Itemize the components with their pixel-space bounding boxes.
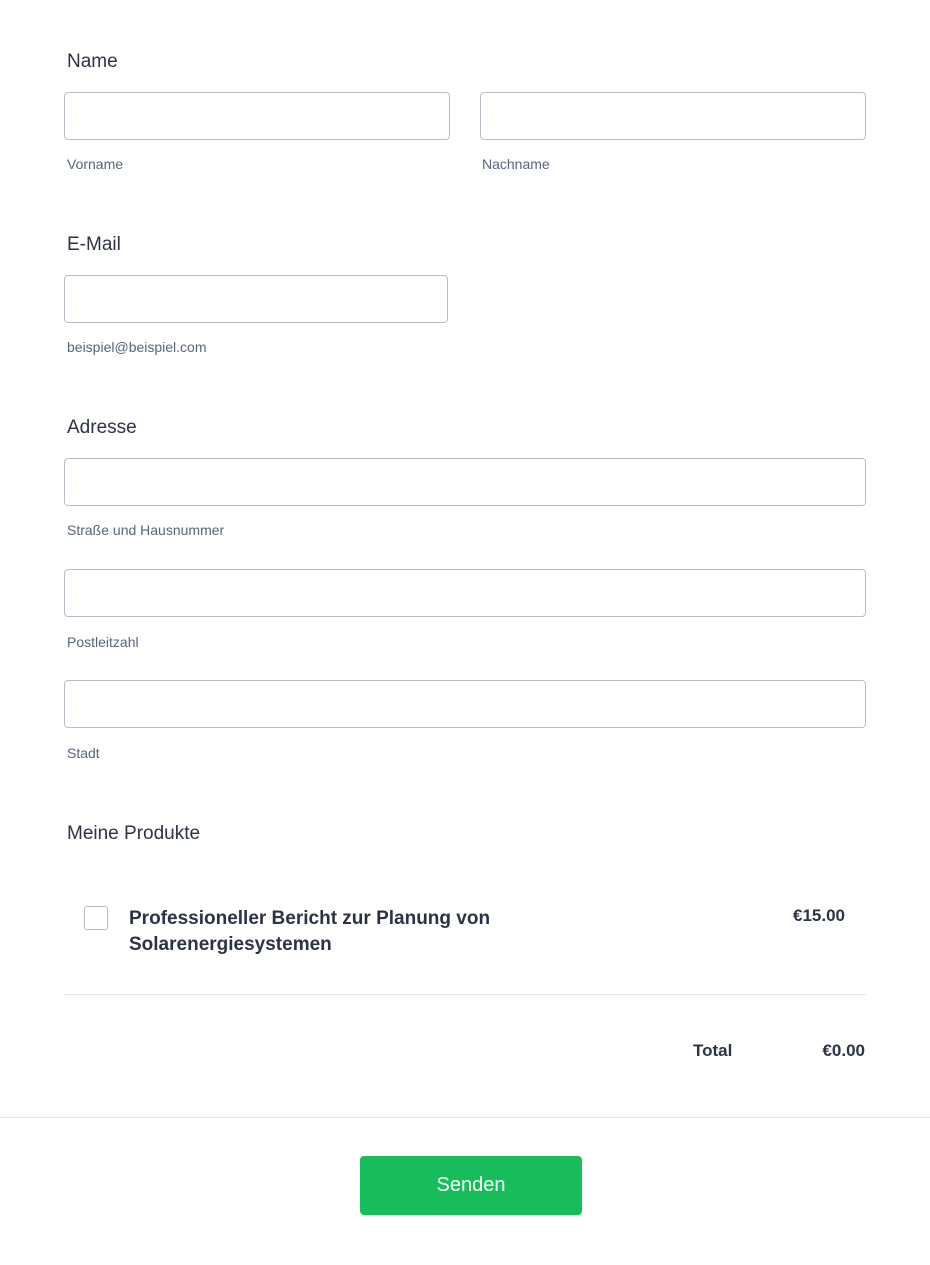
first-name-input[interactable] bbox=[64, 92, 450, 140]
product-price: €15.00 bbox=[793, 906, 845, 925]
street-input[interactable] bbox=[64, 458, 866, 506]
footer-divider bbox=[0, 1117, 930, 1118]
product-checkbox[interactable] bbox=[84, 906, 108, 930]
email-sublabel: beispiel@beispiel.com bbox=[67, 339, 207, 355]
total-value: €0.00 bbox=[822, 1041, 865, 1060]
last-name-input[interactable] bbox=[480, 92, 866, 140]
last-name-sublabel: Nachname bbox=[482, 156, 550, 172]
products-label: Meine Produkte bbox=[67, 823, 201, 844]
address-label: Adresse bbox=[67, 417, 137, 438]
email-label: E-Mail bbox=[67, 234, 121, 255]
first-name-sublabel: Vorname bbox=[67, 156, 124, 172]
submit-button[interactable]: Senden bbox=[360, 1156, 582, 1215]
total-label: Total bbox=[693, 1041, 733, 1060]
products-divider bbox=[64, 994, 866, 995]
zip-sublabel: Postleitzahl bbox=[67, 634, 139, 650]
city-sublabel: Stadt bbox=[67, 745, 100, 761]
product-name: Professioneller Bericht zur Planung von Solarenergiesystemen bbox=[129, 908, 491, 955]
email-input[interactable] bbox=[64, 275, 448, 323]
name-label: Name bbox=[67, 51, 118, 72]
city-input[interactable] bbox=[64, 680, 866, 728]
zip-input[interactable] bbox=[64, 569, 866, 617]
street-sublabel: Straße und Hausnummer bbox=[67, 522, 225, 538]
